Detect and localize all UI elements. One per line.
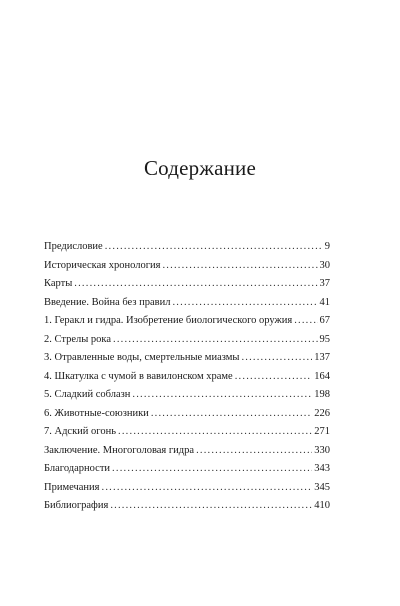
toc-page-number: 30 bbox=[319, 259, 330, 271]
toc-entry-label: Введение. Война без правил bbox=[44, 296, 171, 308]
toc-row bbox=[44, 275, 330, 294]
toc-page-number: 198 bbox=[314, 389, 330, 400]
dot-leader bbox=[235, 368, 313, 387]
toc-row bbox=[44, 312, 330, 331]
toc-page-number: 95 bbox=[319, 333, 330, 345]
toc-entry-label: 7. Адский огонь bbox=[44, 426, 117, 437]
toc-entry-label: 6. Животные-союзники bbox=[44, 407, 149, 419]
toc-entry-label: Примечания bbox=[44, 481, 100, 493]
toc-row bbox=[44, 331, 330, 350]
toc-entry-label: 2. Стрелы рока bbox=[44, 333, 112, 345]
toc-row bbox=[44, 405, 330, 424]
toc-page-number: 137 bbox=[314, 352, 330, 363]
dot-leader bbox=[113, 331, 317, 350]
toc-page-number: 410 bbox=[314, 500, 330, 511]
dot-leader bbox=[118, 423, 312, 442]
toc-entry-label: Историческая хронология bbox=[44, 259, 161, 271]
toc-entry-label: Благодарности bbox=[44, 463, 111, 474]
toc-row bbox=[44, 460, 330, 479]
toc-page-number: 164 bbox=[314, 370, 330, 382]
toc-entry-label: Предисловие bbox=[44, 241, 103, 252]
toc-entry-label: Библиография bbox=[44, 500, 109, 511]
toc-entry-label: Заключение. Многоголовая гидра bbox=[44, 444, 195, 456]
toc-page-number: 67 bbox=[319, 315, 330, 326]
toc-page-number: 226 bbox=[314, 407, 330, 419]
toc-page-number: 271 bbox=[314, 426, 330, 437]
table-of-contents bbox=[44, 238, 330, 516]
toc-entry-label: 5. Сладкий соблазн bbox=[44, 389, 131, 400]
dot-leader bbox=[294, 312, 317, 331]
toc-row bbox=[44, 442, 330, 461]
toc-page-number: 41 bbox=[319, 296, 330, 308]
toc-entry-label: 3. Отравленные воды, смертельные миазмы bbox=[44, 352, 240, 363]
toc-page-number: 37 bbox=[319, 278, 330, 289]
dot-leader bbox=[74, 275, 317, 294]
toc-row bbox=[44, 238, 330, 257]
dot-leader bbox=[110, 497, 312, 516]
dot-leader bbox=[102, 479, 313, 498]
toc-row bbox=[44, 294, 330, 313]
dot-leader bbox=[241, 349, 312, 368]
dot-leader bbox=[172, 294, 317, 313]
toc-row bbox=[44, 479, 330, 498]
toc-entry-label: 4. Шкатулка с чумой в вавилонском храме bbox=[44, 370, 233, 382]
toc-page-number: 330 bbox=[314, 444, 330, 456]
toc-entry-label: Карты bbox=[44, 278, 73, 289]
toc-page-number: 9 bbox=[324, 241, 330, 252]
page-title: Содержание bbox=[143, 156, 257, 180]
toc-row bbox=[44, 497, 330, 516]
dot-leader bbox=[132, 386, 312, 405]
dot-leader bbox=[196, 442, 312, 461]
toc-entry-label: 1. Геракл и гидра. Изобретение биологического оружия bbox=[44, 315, 293, 326]
dot-leader bbox=[162, 257, 317, 276]
toc-row bbox=[44, 257, 330, 276]
toc-row bbox=[44, 368, 330, 387]
toc-page-number: 345 bbox=[314, 481, 330, 493]
dot-leader bbox=[151, 405, 312, 424]
dot-leader bbox=[112, 460, 312, 479]
dot-leader bbox=[105, 238, 323, 257]
toc-row bbox=[44, 349, 330, 368]
toc-row bbox=[44, 386, 330, 405]
toc-row bbox=[44, 423, 330, 442]
toc-page-number: 343 bbox=[314, 463, 330, 474]
